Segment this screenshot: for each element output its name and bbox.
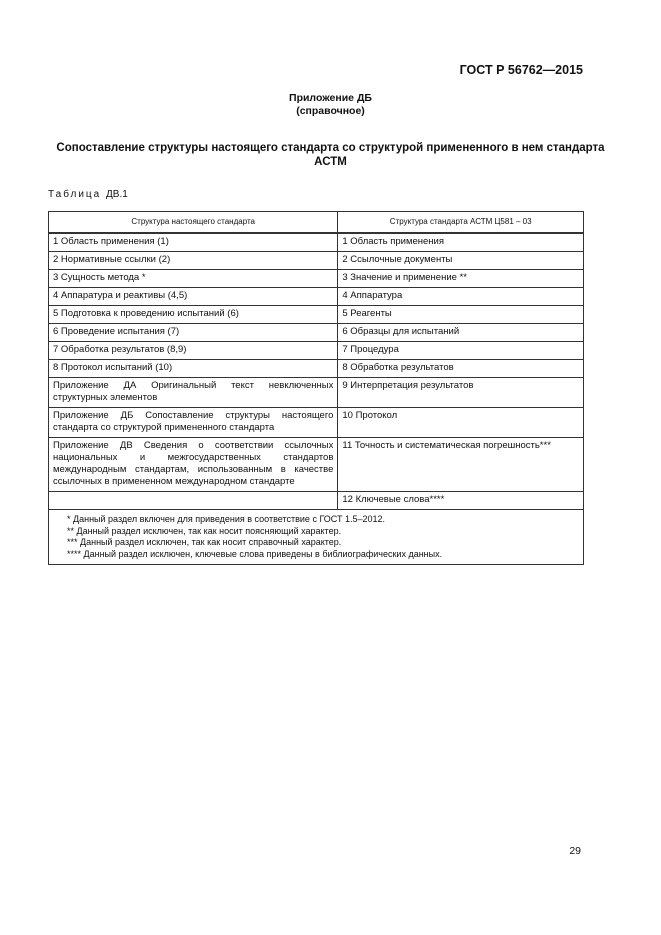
table-note: ** Данный раздел исключен, так как носит поясняющий характер. [67, 525, 342, 536]
table-cell-astm: 1 Область применения [338, 233, 584, 252]
page-number: 29 [569, 845, 581, 857]
section-title: Сопоставление структуры настоящего стандарта со структурой примененного в нем стандарта АСТМ [56, 142, 605, 168]
table-cell-national: 1 Область применения (1) [49, 233, 338, 252]
table-row [49, 342, 584, 360]
table-caption-label: Таблица [48, 189, 102, 200]
table-notes [49, 510, 584, 565]
table-row [49, 438, 584, 492]
table-row [49, 360, 584, 378]
appendix-subtitle: (справочное) [296, 105, 365, 117]
table-cell-national: Приложение ДВ Сведения о соответствии ссылочных национальных и межгосударственных стандартов международным стандартам, использованным в качестве ссылочных в примененном международном стандарте [49, 438, 338, 492]
table-cell-astm: 7 Процедура [338, 342, 584, 360]
table-cell-national: 5 Подготовка к проведению испытаний (6) [49, 306, 338, 324]
column-header-astm: Структура стандарта АСТМ Ц581 – 03 [338, 212, 584, 234]
table-cell-national: 4 Аппаратура и реактивы (4,5) [49, 288, 338, 306]
table-row [49, 306, 584, 324]
table-cell-national: Приложение ДБ Сопоставление структуры настоящего стандарта со структурой примененного стандарта [49, 408, 338, 438]
table-cell-astm: 6 Образцы для испытаний [338, 324, 584, 342]
table-row [49, 270, 584, 288]
appendix-title: Приложение ДБ [289, 92, 372, 104]
table-cell-astm: 12 Ключевые слова**** [338, 492, 584, 510]
table-cell-astm: 3 Значение и применение ** [338, 270, 584, 288]
table-notes-row [49, 510, 584, 565]
table-cell-national: 2 Нормативные ссылки (2) [49, 252, 338, 270]
document-code: ГОСТ Р 56762—2015 [459, 63, 583, 77]
table-row [49, 252, 584, 270]
table-cell-astm: 2 Ссылочные документы [338, 252, 584, 270]
table-cell-astm: 9 Интерпретация результатов [338, 378, 584, 408]
table-cell-national: 3 Сущность метода * [49, 270, 338, 288]
table-row [49, 378, 584, 408]
table-cell-astm: 11 Точность и систематическая погрешность*** [338, 438, 584, 492]
table-row [49, 324, 584, 342]
table-header-row [49, 212, 584, 234]
table-row [49, 492, 584, 510]
table-cell-national: Приложение ДА Оригинальный текст невключенных структурных элементов [49, 378, 338, 408]
column-header-national: Структура настоящего стандарта [49, 212, 338, 234]
table-note: *** Данный раздел исключен, так как носит справочный характер. [67, 537, 342, 547]
table-cell-astm: 8 Обработка результатов [338, 360, 584, 378]
structure-comparison-table [48, 211, 584, 565]
table-note: **** Данный раздел исключен, ключевые слова приведены в библиографических данных. [67, 548, 443, 559]
table-cell-astm: 10 Протокол [338, 408, 584, 438]
table-cell-astm: 5 Реагенты [338, 306, 584, 324]
table-note: * Данный раздел включен для приведения в соответствие с ГОСТ 1.5–2012. [67, 514, 386, 524]
table-cell-national: 6 Проведение испытания (7) [49, 324, 338, 342]
appendix-heading [0, 92, 661, 118]
table-caption-number: ДВ.1 [106, 189, 128, 200]
table-row [49, 288, 584, 306]
table-caption [48, 189, 128, 200]
table-row [49, 408, 584, 438]
table-cell-astm: 4 Аппаратура [338, 288, 584, 306]
table-cell-national [49, 492, 338, 510]
table-cell-national: 7 Обработка результатов (8,9) [49, 342, 338, 360]
table-cell-national: 8 Протокол испытаний (10) [49, 360, 338, 378]
table-row [49, 233, 584, 252]
